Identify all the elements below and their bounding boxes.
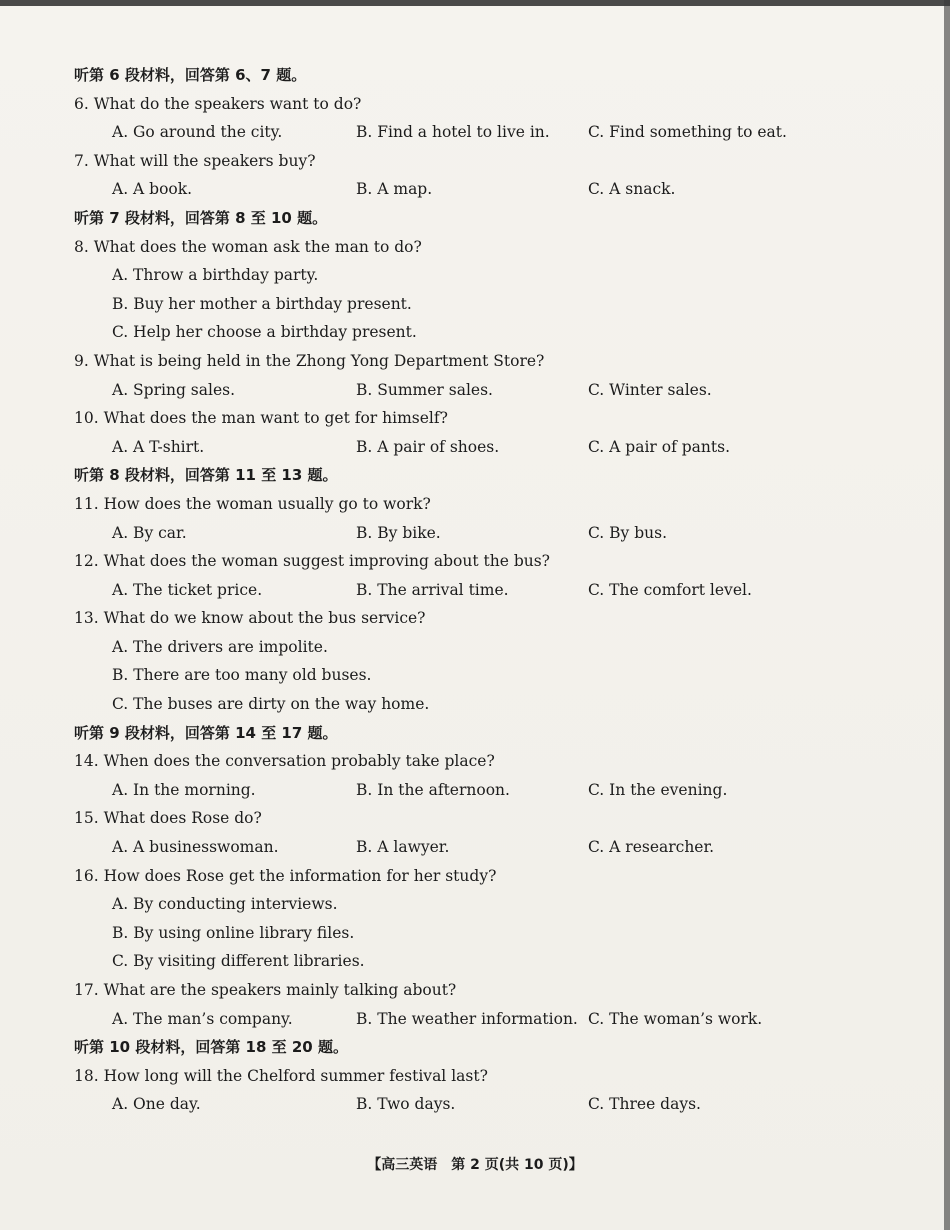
question-text: 18. How long will the Chelford summer festival last? [74,1066,488,1085]
page-footer: 【高三英语 第 2 页(共 10 页)】 [367,1157,583,1173]
question-list [74,66,874,1124]
answer-option: B. By using online library files. [112,923,355,942]
option-c: C. By bus. [588,523,668,542]
option-a: A. A businesswoman. [112,838,279,857]
answer-option: B. There are too many old buses. [112,666,372,685]
option-c: C. The comfort level. [588,580,752,599]
answer-option: B. Buy her mother a birthday present. [112,294,412,313]
option-b: B. A pair of shoes. [356,437,500,456]
section-heading: 听第 8 段材料，回答第 11 至 13 题。 [74,466,338,485]
option-a: A. By car. [112,523,187,542]
question-text: 6. What do the speakers want to do? [74,94,362,113]
option-b: B. A map. [356,180,433,199]
option-c: C. A researcher. [588,838,715,857]
option-a: A. A T-shirt. [112,437,205,456]
section-heading: 听第 7 段材料，回答第 8 至 10 题。 [74,208,328,227]
answer-options [74,581,874,610]
option-a: A. Go around the city. [112,123,283,142]
option-c: C. Find something to eat. [588,123,787,142]
question-text: 17. What are the speakers mainly talking about? [74,981,457,999]
answer-options [74,1010,874,1039]
question-text: 11. How does the woman usually go to work? [74,494,431,513]
option-a: A. Spring sales. [112,380,235,399]
option-c: C. A snack. [588,180,676,199]
option-a: A. One day. [112,1095,201,1114]
option-b: B. The weather information. [356,1009,578,1028]
answer-option: A. The drivers are impolite. [112,637,328,656]
question-text: 16. How does Rose get the information for her study? [74,866,497,885]
option-b: B. A lawyer. [356,838,450,857]
question-text: 15. What does Rose do? [74,809,262,828]
option-a: A. The ticket price. [112,580,263,599]
question-text: 9. What is being held in the Zhong Yong Department Store? [74,351,545,370]
question-text: 10. What does the man want to get for himself? [74,409,448,428]
question-text: 13. What do we know about the bus service? [74,609,426,628]
option-a: A. The man’s company. [112,1009,293,1028]
answer-options [74,781,874,810]
answer-options [74,838,874,867]
scan-right-edge [944,0,950,1230]
option-a: A. A book. [112,180,193,199]
answer-option: A. Throw a birthday party. [112,266,319,285]
section-heading: 听第 6 段材料，回答第 6、7 题。 [74,66,307,84]
question-text: 12. What does the woman suggest improving about the bus? [74,552,550,571]
option-c: C. Three days. [588,1095,701,1114]
answer-options [74,180,874,209]
option-a: A. In the morning. [112,780,256,799]
question-text: 7. What will the speakers buy? [74,151,316,170]
question-text: 8. What does the woman ask the man to do? [74,237,422,256]
option-c: C. Winter sales. [588,380,712,399]
answer-options [74,381,874,410]
question-text: 14. When does the conversation probably take place? [74,752,495,771]
option-b: B. Find a hotel to live in. [356,123,550,142]
answer-options [74,438,874,467]
option-b: B. By bike. [356,523,441,542]
answer-option: C. The buses are dirty on the way home. [112,695,430,714]
option-b: B. Two days. [356,1095,456,1114]
option-c: C. The woman’s work. [588,1009,763,1028]
option-c: C. In the evening. [588,780,728,799]
option-b: B. The arrival time. [356,580,509,599]
section-heading: 听第 10 段材料，回答第 18 至 20 题。 [74,1038,348,1057]
answer-options [74,1095,874,1124]
option-b: B. In the afternoon. [356,780,510,799]
scan-top-edge [0,0,950,6]
answer-option: C. Help her choose a birthday present. [112,323,417,342]
answer-options [74,524,874,553]
section-heading: 听第 9 段材料，回答第 14 至 17 题。 [74,723,338,742]
answer-options [74,123,874,152]
option-c: C. A pair of pants. [588,437,730,456]
answer-option: C. By visiting different libraries. [112,952,365,971]
answer-option: A. By conducting interviews. [112,895,338,914]
option-b: B. Summer sales. [356,380,493,399]
